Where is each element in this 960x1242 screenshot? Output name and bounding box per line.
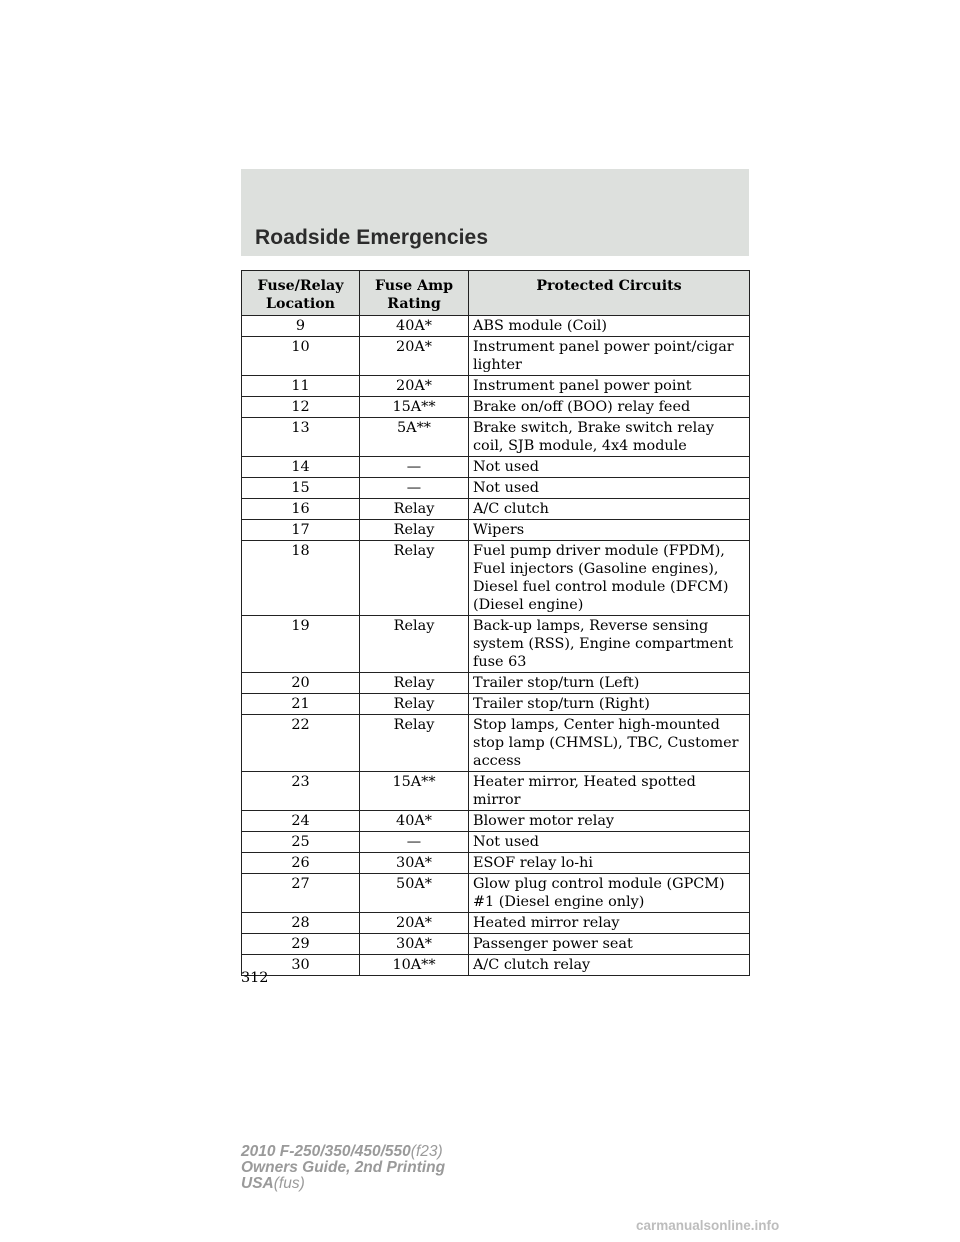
cell-circuits: Glow plug control module (GPCM) #1 (Diesel engine only): [469, 874, 750, 913]
cell-rating: 30A*: [360, 853, 469, 874]
cell-rating: 15A**: [360, 772, 469, 811]
cell-circuits: Brake on/off (BOO) relay feed: [469, 397, 750, 418]
cell-rating: 20A*: [360, 337, 469, 376]
header-location: Fuse/Relay Location: [242, 271, 360, 316]
cell-location: 18: [242, 541, 360, 616]
table-row: [242, 457, 750, 478]
footer-line-2: Owners Guide, 2nd Printing: [241, 1159, 446, 1176]
cell-location: 22: [242, 715, 360, 772]
cell-rating: Relay: [360, 673, 469, 694]
cell-rating: Relay: [360, 499, 469, 520]
cell-circuits: A/C clutch: [469, 499, 750, 520]
cell-location: 11: [242, 376, 360, 397]
cell-rating: —: [360, 832, 469, 853]
cell-circuits: A/C clutch relay: [469, 955, 750, 976]
table-row: [242, 874, 750, 913]
cell-rating: 5A**: [360, 418, 469, 457]
cell-location: 25: [242, 832, 360, 853]
cell-rating: Relay: [360, 694, 469, 715]
cell-circuits: Stop lamps, Center high-mounted stop lamp (CHMSL), TBC, Customer access: [469, 715, 750, 772]
footer-line-1: 2010 F-250/350/450/550(f23): [241, 1143, 443, 1160]
cell-location: 9: [242, 316, 360, 337]
cell-circuits: Trailer stop/turn (Left): [469, 673, 750, 694]
cell-circuits: Heater mirror, Heated spotted mirror: [469, 772, 750, 811]
cell-circuits: Fuel pump driver module (FPDM), Fuel injectors (Gasoline engines), Diesel fuel control module (DFCM) (Diesel engine): [469, 541, 750, 616]
page-number: 312: [241, 970, 269, 986]
cell-rating: 40A*: [360, 316, 469, 337]
cell-rating: Relay: [360, 541, 469, 616]
table-row: [242, 811, 750, 832]
footer: [241, 1144, 445, 1192]
table-row: [242, 541, 750, 616]
cell-circuits: Not used: [469, 457, 750, 478]
cell-circuits: ESOF relay lo-hi: [469, 853, 750, 874]
table-row: [242, 934, 750, 955]
cell-rating: Relay: [360, 520, 469, 541]
cell-circuits: Not used: [469, 832, 750, 853]
cell-rating: 15A**: [360, 397, 469, 418]
cell-location: 30: [242, 955, 360, 976]
cell-rating: 50A*: [360, 874, 469, 913]
cell-location: 23: [242, 772, 360, 811]
cell-rating: —: [360, 457, 469, 478]
cell-location: 24: [242, 811, 360, 832]
cell-rating: 10A**: [360, 955, 469, 976]
cell-location: 26: [242, 853, 360, 874]
table-header-row: [242, 271, 750, 316]
cell-location: 13: [242, 418, 360, 457]
table-row: [242, 520, 750, 541]
cell-rating: —: [360, 478, 469, 499]
table-row: [242, 832, 750, 853]
fuse-table: [241, 270, 750, 976]
table-row: [242, 478, 750, 499]
table-row: [242, 694, 750, 715]
cell-location: 17: [242, 520, 360, 541]
cell-circuits: Trailer stop/turn (Right): [469, 694, 750, 715]
cell-rating: 20A*: [360, 913, 469, 934]
cell-circuits: Back-up lamps, Reverse sensing system (RSS), Engine compartment fuse 63: [469, 616, 750, 673]
cell-location: 28: [242, 913, 360, 934]
table-row: [242, 913, 750, 934]
table-row: [242, 376, 750, 397]
cell-rating: 20A*: [360, 376, 469, 397]
cell-circuits: Heated mirror relay: [469, 913, 750, 934]
cell-location: 16: [242, 499, 360, 520]
cell-location: 19: [242, 616, 360, 673]
header-rating: Fuse Amp Rating: [360, 271, 469, 316]
cell-location: 20: [242, 673, 360, 694]
cell-circuits: Brake switch, Brake switch relay coil, SJB module, 4x4 module: [469, 418, 750, 457]
table-row: [242, 337, 750, 376]
cell-location: 10: [242, 337, 360, 376]
cell-rating: 40A*: [360, 811, 469, 832]
cell-circuits: Passenger power seat: [469, 934, 750, 955]
table-row: [242, 772, 750, 811]
cell-rating: 30A*: [360, 934, 469, 955]
table-row: [242, 616, 750, 673]
table-row: [242, 397, 750, 418]
footer-line-3: USA(fus): [241, 1175, 305, 1192]
table-row: [242, 715, 750, 772]
cell-circuits: Instrument panel power point: [469, 376, 750, 397]
cell-location: 29: [242, 934, 360, 955]
cell-location: 12: [242, 397, 360, 418]
cell-circuits: Blower motor relay: [469, 811, 750, 832]
cell-location: 27: [242, 874, 360, 913]
cell-circuits: Not used: [469, 478, 750, 499]
cell-rating: Relay: [360, 616, 469, 673]
table-row: [242, 499, 750, 520]
table-row: [242, 316, 750, 337]
cell-circuits: Wipers: [469, 520, 750, 541]
cell-location: 14: [242, 457, 360, 478]
table-row: [242, 853, 750, 874]
cell-location: 15: [242, 478, 360, 499]
table-row: [242, 418, 750, 457]
cell-location: 21: [242, 694, 360, 715]
cell-rating: Relay: [360, 715, 469, 772]
cell-circuits: ABS module (Coil): [469, 316, 750, 337]
header-circuits: Protected Circuits: [469, 271, 750, 316]
table-row: [242, 673, 750, 694]
section-title: Roadside Emergencies: [255, 226, 489, 249]
cell-circuits: Instrument panel power point/cigar lighter: [469, 337, 750, 376]
watermark: carmanualsonline.info: [636, 1218, 780, 1233]
table-row: [242, 955, 750, 976]
